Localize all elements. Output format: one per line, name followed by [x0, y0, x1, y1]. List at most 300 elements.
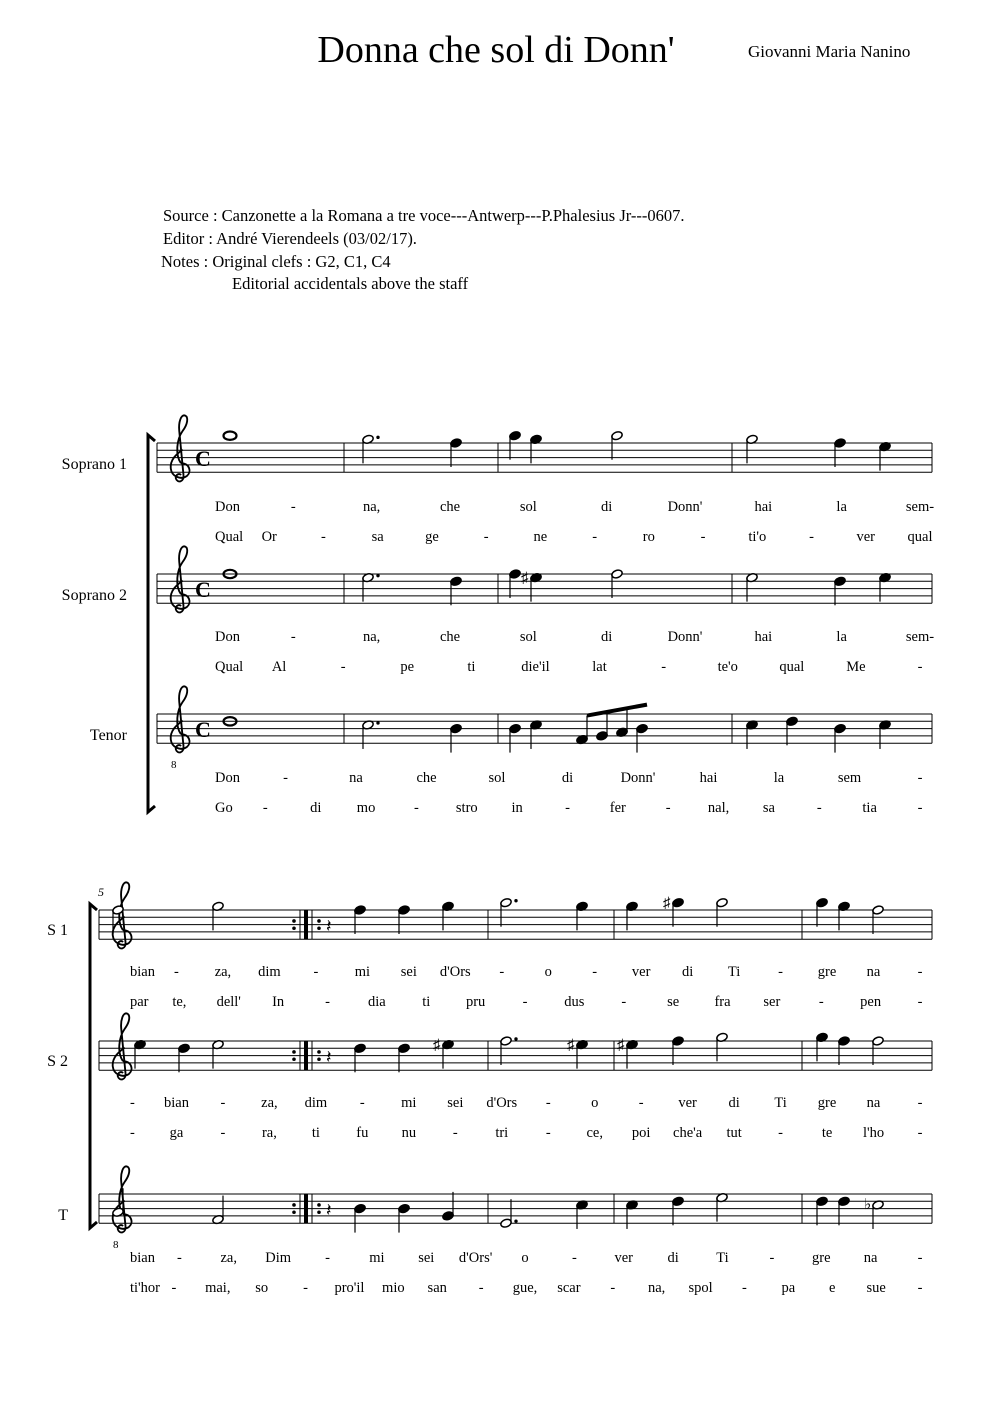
lyric-syllable: - [262, 800, 268, 816]
lyric-syllable: ro [642, 529, 655, 545]
staff [157, 546, 932, 612]
lyric-syllable: na, [363, 499, 381, 515]
note [834, 576, 846, 605]
note [500, 1199, 518, 1228]
notehead [816, 1196, 828, 1206]
notehead [838, 1196, 850, 1206]
note [576, 716, 588, 745]
lyric-syllable: Dim [265, 1250, 292, 1266]
note [838, 1036, 850, 1065]
lyric-syllable: hai [754, 499, 773, 515]
repeat-barline-thick [304, 1194, 308, 1223]
notehead [834, 438, 846, 448]
lyric-syllable: - [565, 800, 570, 816]
lyric-syllable: fu [356, 1125, 369, 1141]
lyric-syllable: mai, [205, 1280, 231, 1296]
lyric-syllable: d'Ors [439, 964, 471, 980]
lyric-syllable: - [610, 1280, 616, 1296]
augmentation-dot [376, 436, 379, 439]
note [509, 431, 521, 460]
note [134, 1039, 146, 1068]
lyric-syllable: tut [726, 1125, 742, 1141]
lyric-syllable: - [325, 1250, 330, 1266]
lyric-syllable: - [130, 1125, 135, 1141]
lyric-syllable: hai [754, 629, 773, 645]
lyric-syllable: - [917, 800, 923, 816]
lyric-syllable: in [511, 800, 523, 816]
lyric-syllable: - [522, 994, 528, 1010]
clefs-note: Notes : Original clefs : G2, C1, C4 [161, 252, 391, 271]
lyric-syllable: sei [418, 1250, 435, 1266]
notehead [509, 569, 521, 579]
treble-clef-icon [113, 1013, 132, 1079]
lyric-syllable: - [661, 659, 667, 675]
staff-label: Soprano 1 [61, 456, 127, 473]
repeat-dot [292, 926, 296, 930]
sharp-sign: ♯ [663, 895, 671, 912]
note [212, 1039, 224, 1068]
lyric-syllable: o [591, 1095, 599, 1111]
lyric-syllable: sue [866, 1280, 886, 1296]
note [442, 1192, 454, 1221]
lyric-syllable: bian [163, 1095, 189, 1111]
lyric-syllable: ti [467, 659, 476, 675]
lyric-syllable: - [452, 1125, 458, 1141]
lyric-syllable: ga [169, 1125, 184, 1141]
lyric-syllable: - [313, 964, 319, 980]
lyric-syllable: - [499, 964, 505, 980]
note [450, 438, 462, 467]
treble-clef-icon [113, 882, 132, 948]
notehead [672, 1036, 684, 1046]
system-1-staves [157, 415, 935, 772]
note [398, 1043, 410, 1072]
lyric-syllable: gre [811, 1250, 831, 1266]
note [398, 905, 410, 934]
note [879, 572, 891, 601]
flat-sign: ♭ [864, 1196, 872, 1213]
repeat-dot [317, 926, 321, 930]
lyric-syllable: di [310, 800, 322, 816]
lyric-syllable: - [592, 964, 598, 980]
lyric-syllable: Or [261, 529, 277, 545]
time-signature: C [195, 576, 211, 602]
staff [99, 1166, 932, 1251]
repeat-barline-thick [304, 1041, 308, 1070]
lyric-syllable: na [866, 1095, 881, 1111]
staff-label: Tenor [89, 727, 127, 744]
note [672, 1196, 684, 1225]
notehead [354, 1203, 366, 1213]
lyric-syllable: - [917, 770, 923, 786]
lyric-syllable: pen [860, 994, 882, 1010]
lyric-syllable: spol [688, 1280, 713, 1296]
lyric-syllable: mi [369, 1250, 385, 1266]
lyric-syllable: - [220, 1095, 226, 1111]
lyric-syllable: l'ho [862, 1125, 885, 1141]
repeat-dot [317, 1203, 321, 1207]
note [786, 716, 798, 745]
lyric-syllable: gue, [512, 1280, 538, 1296]
lyric-syllable: di [601, 629, 613, 645]
lyric-syllable: - [700, 529, 706, 545]
lyric-syllable: di [682, 964, 694, 980]
lyric-syllable: za, [220, 1250, 237, 1266]
repeat-dot [292, 1050, 296, 1054]
note [816, 898, 828, 927]
lyric-syllable: In [272, 994, 285, 1010]
note [212, 1196, 224, 1225]
note [509, 723, 521, 752]
note [450, 723, 462, 752]
staff [157, 686, 932, 771]
lyric-syllable: Ti [774, 1095, 787, 1111]
notehead [834, 576, 846, 586]
note [672, 1036, 684, 1065]
system-2-staves [99, 882, 932, 1251]
lyric-syllable: ti [311, 1125, 320, 1141]
note [626, 1200, 638, 1229]
lyric-syllable: nu [401, 1125, 417, 1141]
lyric-syllable: - [414, 800, 419, 816]
note [716, 1032, 728, 1061]
note [362, 434, 380, 463]
lyric-syllable: - [917, 994, 923, 1010]
staff-label: S 1 [47, 922, 68, 939]
lyric-syllable: ti'hor [130, 1280, 160, 1296]
system-2 [47, 885, 104, 1228]
note [212, 901, 224, 930]
lyric-syllable: - [917, 659, 923, 675]
notehead [834, 723, 846, 733]
sharp-sign: ♯ [521, 570, 529, 587]
lyric-syllable: e [829, 1280, 836, 1296]
lyric-syllable: sa [371, 529, 384, 545]
repeat-dot [292, 1057, 296, 1061]
lyric-syllable: na [863, 1250, 878, 1266]
notehead [509, 431, 521, 441]
lyric-syllable: Donn' [620, 770, 656, 786]
note [816, 1032, 828, 1061]
lyric-syllable: te, [172, 994, 187, 1010]
note [500, 1036, 518, 1065]
lyric-syllable: par [130, 994, 149, 1010]
lyric-syllable: - [290, 499, 296, 515]
editor-note: Editor : André Vierendeels (03/02/17). [163, 229, 417, 248]
note [509, 569, 521, 598]
notehead [500, 898, 512, 908]
note [530, 434, 542, 463]
lyric-syllable: sem- [905, 499, 935, 515]
notehead [224, 432, 237, 440]
notehead [596, 731, 608, 741]
lyric-syllable: hai [699, 770, 718, 786]
note [224, 432, 237, 440]
system-1 [62, 435, 155, 812]
sharp-sign: ♯ [567, 1037, 575, 1054]
lyric-syllable: - [176, 1250, 182, 1266]
augmentation-dot [514, 899, 517, 902]
staff-label: S 2 [47, 1053, 68, 1070]
staff-label: Soprano 2 [61, 587, 127, 604]
lyric-syllable: tri [495, 1125, 509, 1141]
lyric-syllable: sol [488, 770, 506, 786]
lyric-syllable: ver [856, 529, 876, 545]
system-bracket [90, 904, 97, 1228]
note [354, 1203, 366, 1232]
note [362, 720, 380, 749]
lyric-syllable: mio [382, 1280, 405, 1296]
lyric-syllable: mo [356, 800, 376, 816]
lyric-syllable: lat [592, 659, 607, 675]
lyric-syllable: ra, [261, 1125, 277, 1141]
notehead [450, 723, 462, 733]
lyric-syllable: - [917, 1125, 923, 1141]
lyric-syllable: - [665, 800, 671, 816]
lyric-syllable: fra [714, 994, 731, 1010]
lyric-syllable: gre [817, 964, 837, 980]
note [872, 905, 884, 934]
notehead [178, 1043, 190, 1053]
note [838, 901, 850, 930]
notehead [872, 905, 884, 915]
lyric-syllable: dim [304, 1095, 328, 1111]
measure-number: 5 [98, 885, 104, 899]
octave-eight: 8 [113, 1239, 119, 1252]
notehead [500, 1218, 512, 1228]
note [879, 720, 891, 749]
lyric-syllable: za, [261, 1095, 278, 1111]
note [746, 434, 758, 463]
note [872, 1036, 884, 1065]
lyric-syllable: dia [368, 994, 386, 1010]
lyric-syllable: qual [779, 659, 805, 675]
notehead [354, 905, 366, 915]
lyric-syllable: Ti [727, 964, 741, 980]
lyric-syllable: fer [609, 800, 626, 816]
lyric-syllable: - [742, 1280, 747, 1296]
lyric-syllable: mi [354, 964, 371, 980]
lyric-syllable: - [303, 1280, 308, 1296]
lyric-syllable: Me [846, 659, 866, 675]
note [576, 901, 588, 930]
lyric-syllable: che'a [673, 1125, 703, 1141]
lyric-syllable: o [544, 964, 552, 980]
lyric-syllable: scar [557, 1280, 581, 1296]
lyric-syllable: san [427, 1280, 447, 1296]
repeat-dot [292, 919, 296, 923]
lyric-syllable: mi [401, 1095, 417, 1111]
treble-clef-icon [113, 1166, 132, 1232]
lyric-syllable: - [917, 1095, 923, 1111]
time-signature: C [195, 445, 211, 471]
time-signature: C [195, 716, 211, 742]
lyric-syllable: bian [130, 964, 155, 980]
augmentation-dot [514, 1037, 517, 1040]
notehead [611, 431, 623, 441]
lyric-syllable: na [349, 770, 363, 786]
lyric-syllable: - [809, 529, 814, 545]
repeat-barline-thick [304, 910, 308, 939]
lyric-syllable: - [478, 1280, 484, 1296]
augmentation-dot [376, 721, 379, 724]
lyric-syllable: te'o [717, 659, 738, 675]
lyric-syllable: so [255, 1280, 269, 1296]
lyric-syllable: - [917, 1250, 923, 1266]
lyric-syllable: che [439, 629, 461, 645]
lyric-syllable: - [130, 1095, 135, 1111]
treble-clef-icon [171, 546, 190, 612]
notehead [398, 1043, 410, 1053]
lyric-syllable: dell' [216, 994, 241, 1010]
lyric-syllable: ti [422, 994, 431, 1010]
note [354, 905, 366, 934]
lyric-syllable: pru [465, 994, 486, 1010]
lyric-syllable: la [836, 499, 847, 515]
lyric-syllable: qual [907, 529, 933, 545]
lyric-syllable: ti'o [748, 529, 767, 545]
lyric-syllable: - [340, 659, 346, 675]
notehead [442, 1211, 454, 1221]
lyric-syllable: o [521, 1250, 529, 1266]
lyric-syllable: Ti [716, 1250, 729, 1266]
lyric-syllable: - [917, 1280, 923, 1296]
lyric-syllable: di [561, 770, 574, 786]
staff [157, 415, 932, 481]
note [398, 1203, 410, 1232]
note [816, 1196, 828, 1225]
lyric-syllable: ge [425, 529, 439, 545]
repeat-dot [292, 1210, 296, 1214]
notehead [500, 1036, 512, 1046]
lyric-syllable: d'Ors' [458, 1250, 493, 1266]
note [450, 576, 462, 605]
notehead [636, 723, 648, 733]
repeat-dot [292, 1203, 296, 1207]
octave-eight: 8 [171, 759, 177, 772]
lyric-syllable: sei [400, 964, 417, 980]
lyric-syllable: Don [215, 499, 240, 515]
note [716, 1192, 728, 1221]
lyric-syllable: - [816, 800, 822, 816]
lyric-syllable: na [866, 964, 881, 980]
lyric-syllable: Qual [215, 659, 244, 675]
notehead [716, 898, 728, 908]
note [611, 431, 623, 460]
lyric-syllable: - [483, 529, 489, 545]
note [716, 898, 728, 927]
lyric-syllable: se [667, 994, 680, 1010]
note [616, 708, 628, 737]
accidentals-note: Editorial accidentals above the staff [232, 274, 469, 293]
lyric-syllable: - [359, 1095, 365, 1111]
lyric-syllable: - [171, 1280, 177, 1296]
note [354, 1043, 366, 1072]
quarter-rest: 𝄽 [326, 915, 332, 936]
lyric-syllable: di [601, 499, 613, 515]
staff [99, 1013, 932, 1079]
lyric-syllable: sol [519, 499, 537, 515]
lyric-syllable: di [728, 1095, 740, 1111]
staff-label: T [58, 1207, 68, 1224]
lyric-syllable: - [283, 770, 288, 786]
repeat-dot [317, 919, 321, 923]
lyric-syllable: ver [631, 964, 651, 980]
note [838, 1196, 850, 1225]
note [178, 1043, 190, 1072]
lyric-syllable: la [773, 770, 785, 786]
notehead [450, 438, 462, 448]
note [626, 901, 638, 930]
lyric-syllable: Don [215, 629, 240, 645]
lyric-syllable: - [638, 1095, 644, 1111]
lyric-syllable: na, [648, 1280, 666, 1296]
lyric-syllable: sei [447, 1095, 464, 1111]
lyric-syllable: - [290, 629, 296, 645]
repeat-dot [317, 1057, 321, 1061]
note [500, 898, 518, 927]
lyric-syllable: Donn' [667, 499, 703, 515]
lyric-syllable: - [321, 529, 326, 545]
treble-clef-icon [171, 686, 190, 752]
lyric-syllable: Qual [215, 529, 244, 545]
piece-title: Donna che sol di Donn' [317, 29, 675, 71]
lyric-syllable: - [769, 1250, 775, 1266]
lyric-syllable: la [836, 629, 847, 645]
lyric-syllable: na, [363, 629, 381, 645]
lyric-syllable: nal, [707, 800, 730, 816]
lyric-syllable: - [325, 994, 330, 1010]
lyric-syllable: die'il [521, 659, 550, 675]
lyric-syllable: pro'il [334, 1280, 365, 1296]
notehead [611, 569, 623, 579]
repeat-dot [317, 1050, 321, 1054]
note [442, 901, 454, 930]
lyric-syllable: poi [631, 1125, 651, 1141]
lyric-syllable: - [571, 1250, 577, 1266]
lyric-syllable: bian [130, 1250, 155, 1266]
staff [99, 882, 932, 948]
source-note: Source : Canzonette a la Romana a tre voce---Antwerp---P.Phalesius Jr---0607. [163, 206, 685, 225]
notehead [838, 1036, 850, 1046]
note [617, 1038, 638, 1069]
lyric-syllable: che [439, 499, 461, 515]
lyric-syllable: - [592, 529, 598, 545]
repeat-dot [317, 1210, 321, 1214]
lyric-syllable: pa [781, 1280, 796, 1296]
note [663, 896, 684, 927]
notehead [354, 1043, 366, 1053]
note [521, 571, 542, 602]
lyric-syllable: za, [214, 964, 232, 980]
notehead [816, 898, 828, 908]
lyric-syllable: - [174, 964, 179, 980]
lyric-syllable: di [667, 1250, 679, 1266]
notehead [509, 723, 521, 733]
note [746, 720, 758, 749]
sharp-sign: ♯ [433, 1037, 441, 1054]
lyric-syllable: d'Ors [486, 1095, 518, 1111]
notehead [398, 1203, 410, 1213]
note [530, 720, 542, 749]
lyric-syllable: ver [614, 1250, 634, 1266]
lyric-syllable: - [220, 1125, 226, 1141]
note [834, 723, 846, 752]
lyric-syllable: - [778, 1125, 784, 1141]
treble-clef-icon [171, 415, 190, 481]
lyric-syllable: - [545, 1095, 551, 1111]
lyric-syllable: dus [564, 994, 585, 1010]
